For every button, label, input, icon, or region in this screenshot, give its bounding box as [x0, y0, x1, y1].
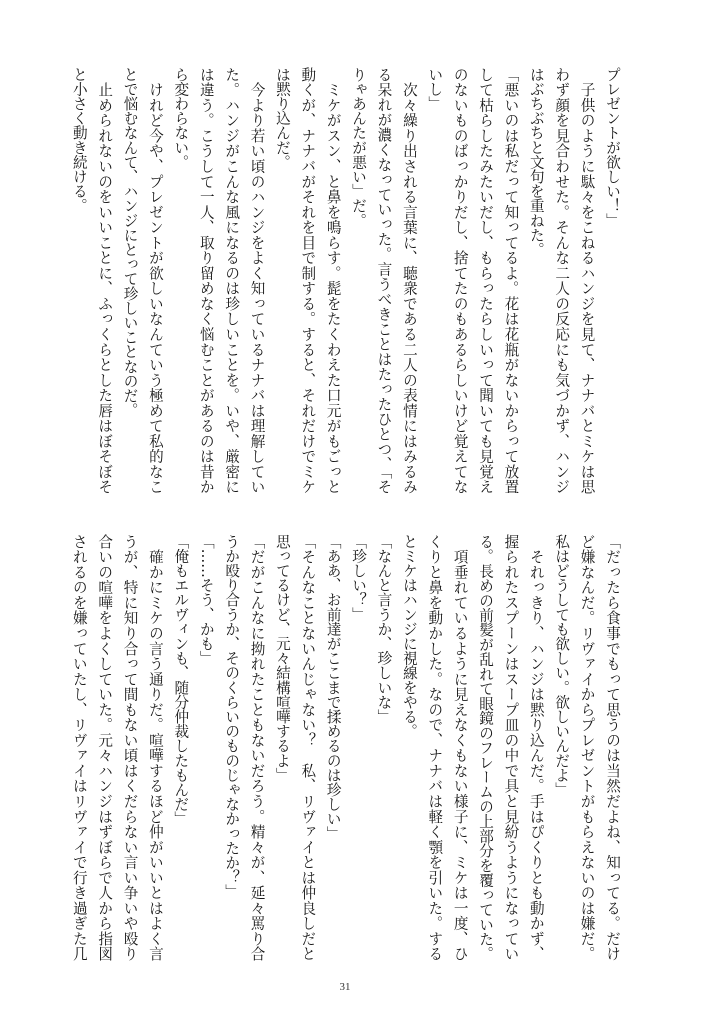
text-column: とで悩むなんて、ハンジにとって珍しいことなのだ。 [121, 67, 139, 418]
text-column: 項垂れているように見えなくもない様子に、ミケは一度、ひ [451, 534, 469, 961]
text-column: 動くが、ナナバがそれを目で制する。すると、それだけでミケ [299, 67, 317, 494]
text-column: ら変わらない。 [172, 67, 190, 170]
text-column: 「だったら食事でもって思うのは当然だよね、知ってる。だけ [604, 534, 621, 961]
page-number: 31 [339, 981, 351, 993]
text-column: けれど今や、プレゼントが欲しいなんていう極めて私的なこ [146, 67, 164, 494]
text-column: 私はどうしても欲しい。欲しいんだよ」 [553, 534, 571, 797]
text-column: プレゼントが欲しい！」 [604, 67, 621, 228]
text-column: 「そんなことないんじゃない？ 私、リヴァイとは仲良しだと [299, 534, 317, 961]
text-column: 子供のように駄々をこねるハンジを見て、ナナバとミケは思 [578, 67, 596, 494]
text-column: ミケがスン、と鼻を鳴らす。髭をたくわえた口元がもごっと [324, 67, 342, 494]
text-column: 思ってるけど、元々結構喧嘩するよ」 [273, 534, 291, 783]
text-column: 確かにミケの言う通りだ。喧嘩するほど仲がいいとはよく言 [146, 534, 164, 961]
text-column: 握られたスプーンはスープ皿の中で具と見紛うようになってい [502, 534, 520, 961]
text-column: る呆れが濃くなっていった。言うべきことはたったひとつ、「そ [375, 67, 393, 494]
text-column: た。ハンジがこんな風になるのは珍しいことを。いや、厳密に [223, 67, 241, 494]
text-column: うか殴り合うか、そのくらいのものじゃなかったか？」 [223, 534, 241, 899]
text-column: ど嫌なんだ。リヴァイからプレゼントがもらえないのは嫌だ。 [578, 534, 596, 961]
text-column: はぶちぶちと文句を重ねた。 [527, 67, 545, 257]
text-column: 「……そう、かも」 [197, 534, 215, 666]
text-column: うが、特に知り合って間もない頃はくだらない言い争いや殴り [121, 534, 139, 961]
text-column: 「だがこんなに拗れたこともないだろう。精々が、延々罵り合 [248, 534, 266, 961]
text-column: は違う。こうして一人、取り留めなく悩むことがあるのは昔か [197, 67, 215, 494]
text-column: 「珍しい？」 [350, 534, 368, 622]
lower-text-block [66, 534, 625, 961]
text-column: 止められないのをいいことに、ふっくらとした唇はぼそぼそ [96, 67, 114, 494]
text-column: わず顔を見合わせた。そんな二人の反応にも気づかず、ハンジ [553, 67, 571, 494]
text-column: りゃあんたが悪い」だ。 [350, 67, 368, 228]
text-column: 合いの喧嘩をよくしていた。元々ハンジはずぼらで人から指図 [96, 534, 114, 961]
text-column: いし」 [426, 67, 444, 111]
text-column: とミケはハンジに視線をやる。 [400, 534, 418, 739]
text-column: して枯らしたみたいだし、もらったらしいって聞いても見覚え [477, 67, 495, 494]
upper-text-block [66, 67, 625, 494]
text-column: のないものばっかりだし、捨てたのもあるらしいけど覚えてな [451, 67, 469, 494]
text-column: 次々繰り出される言葉に、聴衆である二人の表情にはみるみ [400, 67, 418, 494]
text-column: 今より若い頃のハンジをよく知っているナナバは理解してい [248, 67, 266, 494]
text-column: 「ああ、お前達がここまで揉めるのは珍しい」 [324, 534, 342, 841]
text-column: 「俺もエルヴィンも、随分仲裁したもんだ」 [172, 534, 190, 826]
text-column: されるのを嫌っていたし、リヴァイはリヴァイで行き過ぎた几 [70, 534, 88, 961]
text-column: る。長めの前髪が乱れて眼鏡のフレームの上部分を覆っていた。 [477, 534, 495, 961]
text-column: は黙り込んだ。 [273, 67, 291, 170]
text-column: くりと鼻を動かした。なので、ナナバは軽く顎を引いた。する [426, 534, 444, 961]
text-column: それっきり、ハンジは黙り込んだ。手はぴくりとも動かず、 [527, 534, 545, 961]
text-column: と小さく動き続ける。 [70, 67, 88, 213]
text-column: 「なんと言うか、珍しいな」 [375, 534, 393, 724]
text-column: 「悪いのは私だって知ってるよ。花は花瓶がないからって放置 [502, 67, 520, 494]
